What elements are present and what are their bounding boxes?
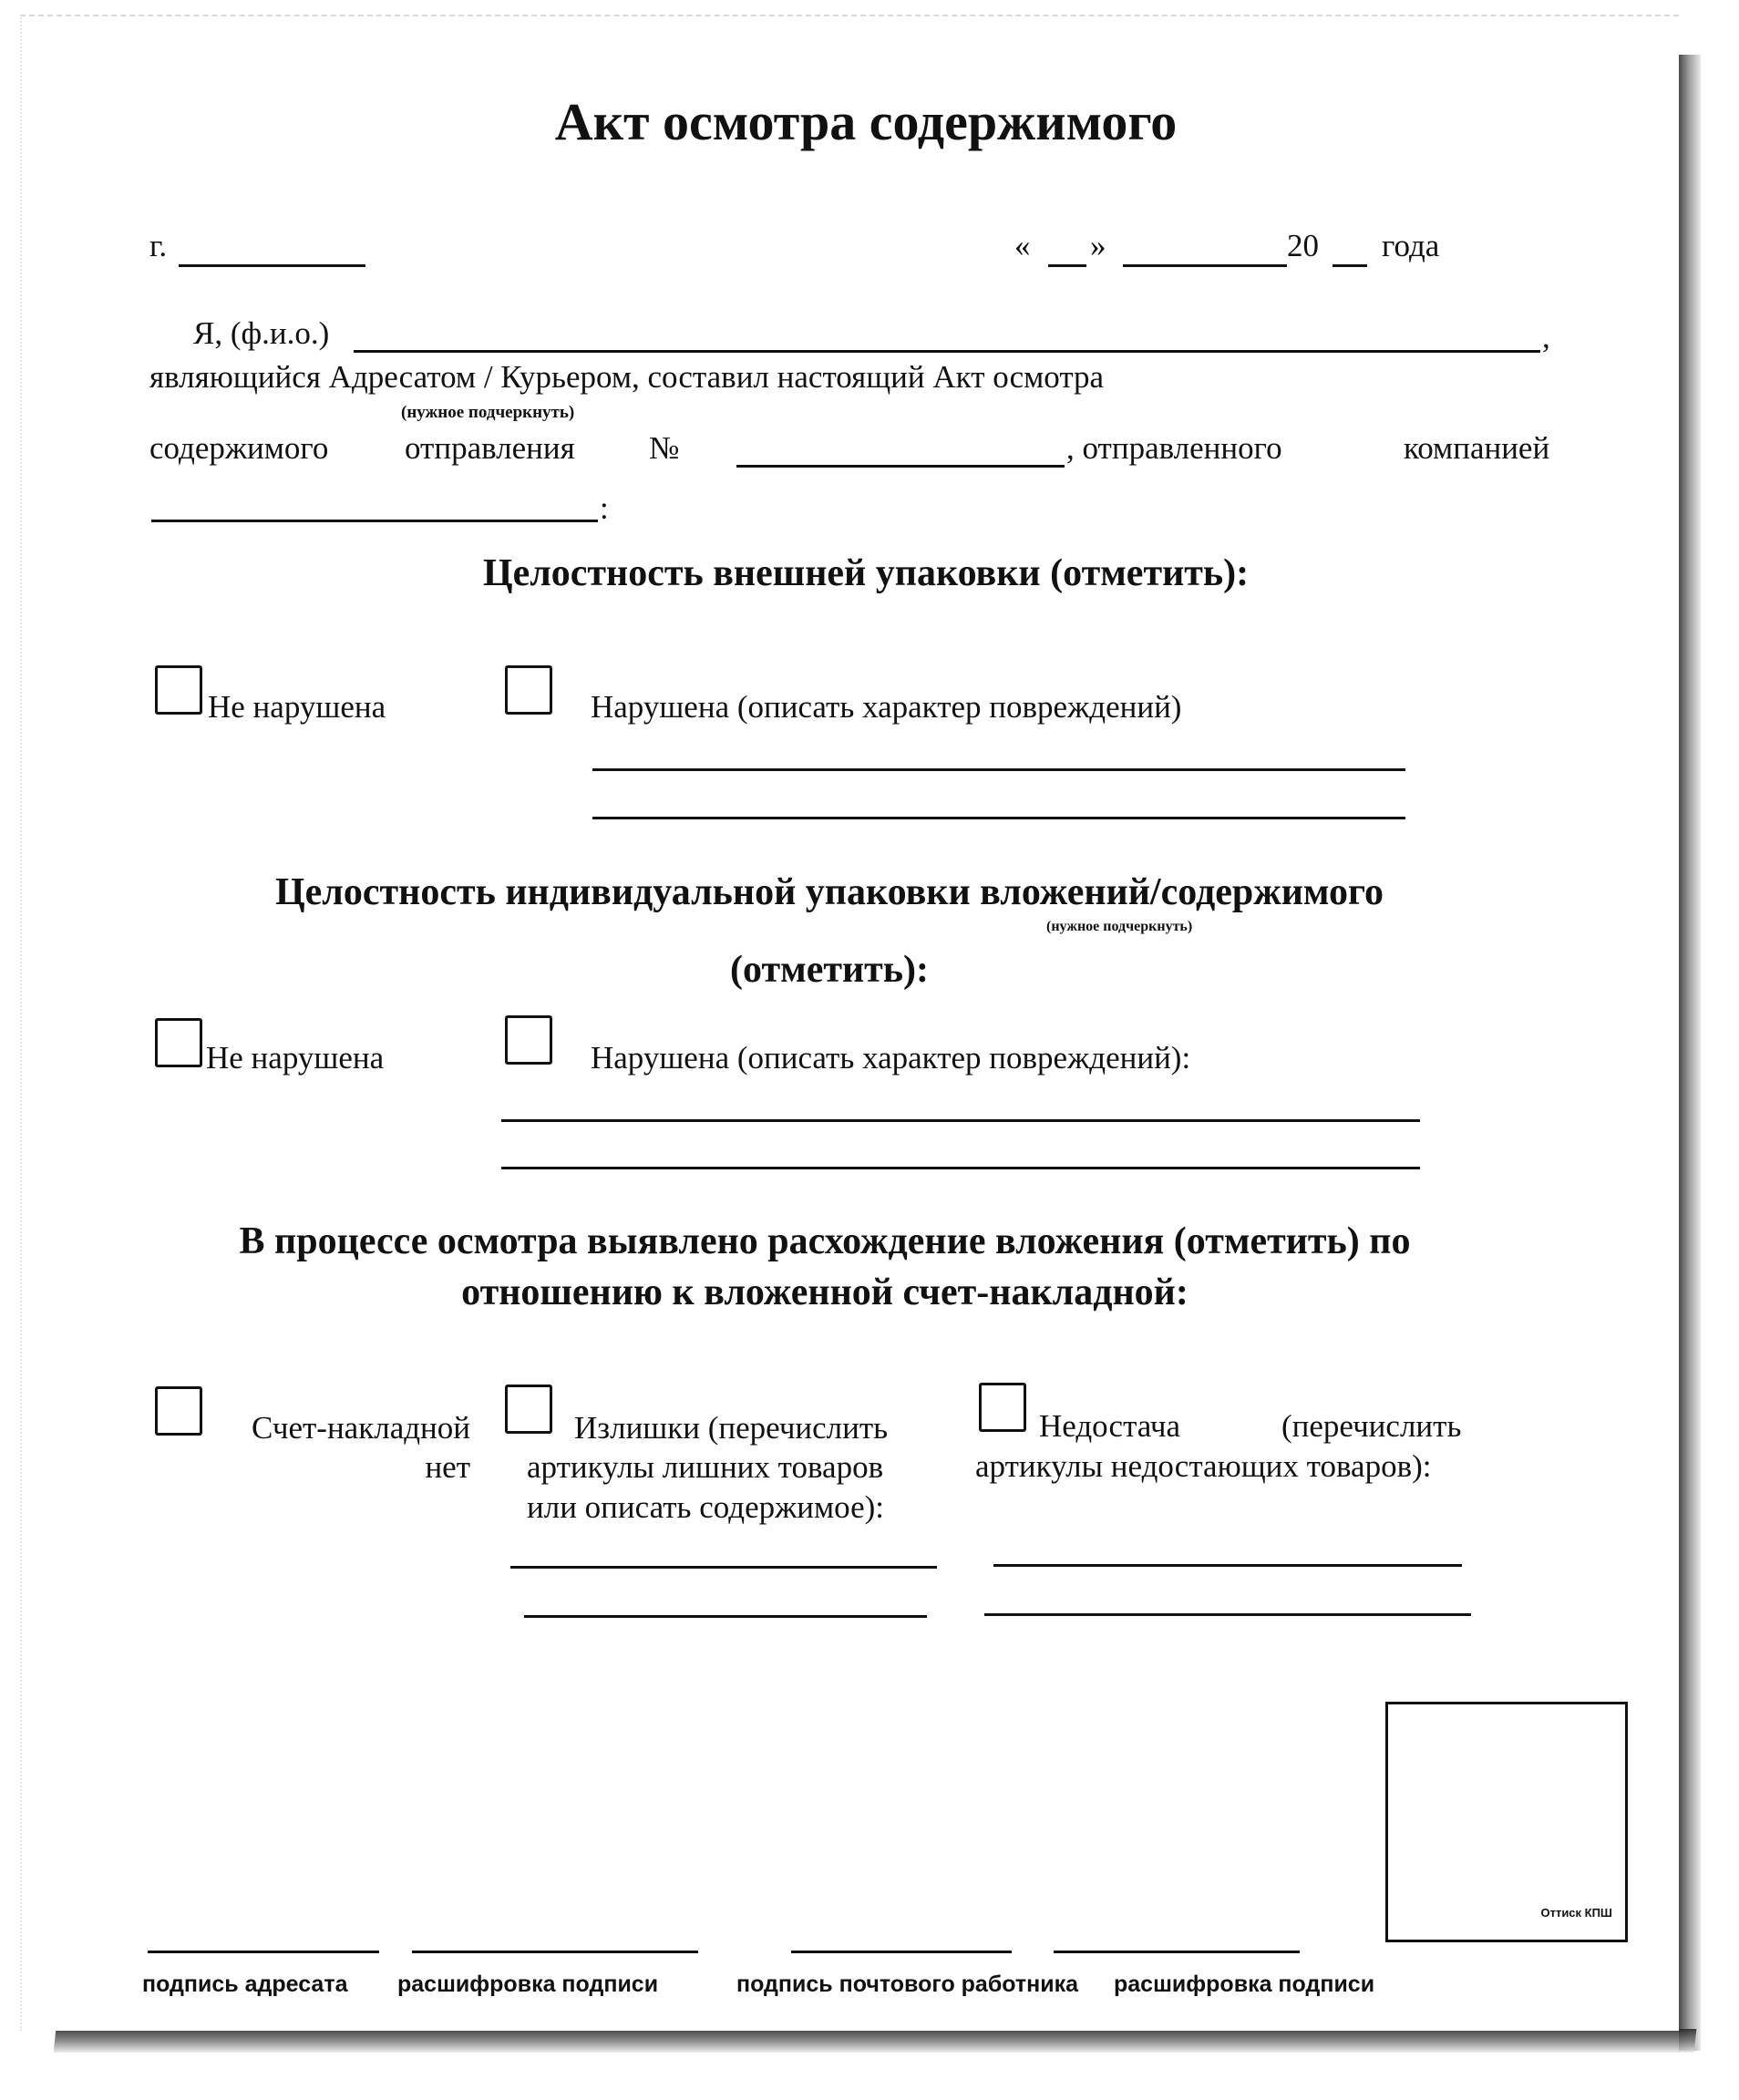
signature-addressee-line[interactable] bbox=[148, 1951, 379, 1953]
section3-surplus-line3: или описать содержимое): bbox=[527, 1489, 885, 1525]
underline-note-2: (нужное подчеркнуть) bbox=[1046, 919, 1193, 934]
section3-heading-1: В процессе осмотра выявлено расхождение вложения (отметить) по bbox=[239, 1220, 1411, 1262]
fio-field[interactable] bbox=[354, 350, 1540, 353]
underline-note-1: (нужное подчеркнуть) bbox=[401, 403, 575, 422]
section3-surplus-line2: артикулы лишних товаров bbox=[527, 1449, 884, 1485]
shipment-word-4: , отправленного bbox=[1066, 430, 1282, 466]
signature-postal-line[interactable] bbox=[791, 1951, 1012, 1953]
section1-ok-label: Не нарушена bbox=[208, 689, 386, 725]
section1-damage-line-1[interactable] bbox=[592, 768, 1405, 771]
section3-surplus-checkbox[interactable] bbox=[505, 1385, 552, 1434]
fio-comma: , bbox=[1542, 319, 1550, 355]
section3-surplus-line-a[interactable] bbox=[510, 1566, 937, 1569]
section3-surplus-line1: Излишки (перечислить bbox=[574, 1410, 889, 1446]
shipment-word-1: содержимого bbox=[149, 430, 329, 466]
month-field[interactable] bbox=[1123, 264, 1287, 267]
stamp-label: Оттиск КПШ bbox=[1540, 1906, 1612, 1920]
section3-heading-2: отношению к вложенной счет-накладной: bbox=[461, 1271, 1188, 1313]
section3-no-invoice-checkbox[interactable] bbox=[155, 1386, 202, 1436]
decode-postal-line[interactable] bbox=[1054, 1951, 1300, 1953]
section2-heading: Целостность индивидуальной упаковки вложений/содержимого bbox=[274, 871, 1384, 913]
year-prefix: 20 bbox=[1287, 228, 1319, 263]
section3-no-invoice-line1: Счет-накладной bbox=[251, 1410, 470, 1446]
document-title: Акт осмотра содержимого bbox=[554, 92, 1178, 151]
day-field[interactable] bbox=[1048, 264, 1086, 267]
company-field[interactable] bbox=[151, 520, 598, 522]
section1-damage-line-2[interactable] bbox=[592, 817, 1405, 819]
section2-damage-line-1[interactable] bbox=[501, 1119, 1420, 1122]
city-field[interactable] bbox=[179, 264, 365, 267]
section2-damaged-checkbox[interactable] bbox=[505, 1015, 552, 1065]
signature-postal-label: подпись почтового работника bbox=[736, 1971, 1079, 1997]
section3-shortage-word1: Недостача bbox=[1039, 1408, 1181, 1444]
stamp-box bbox=[1385, 1702, 1628, 1942]
section3-shortage-line-b[interactable] bbox=[984, 1613, 1471, 1616]
page-shadow-bottom bbox=[54, 2029, 1697, 2053]
page-shadow-right bbox=[1679, 55, 1701, 2051]
shipment-word-5: компанией bbox=[1404, 430, 1550, 466]
section3-surplus-line-b[interactable] bbox=[524, 1615, 927, 1618]
section1-damaged-label: Нарушена (описать характер повреждений) bbox=[591, 689, 1182, 725]
section1-damaged-checkbox[interactable] bbox=[505, 665, 552, 715]
shipment-word-2: отправления bbox=[405, 430, 575, 466]
section3-shortage-word2: (перечислить bbox=[1281, 1408, 1462, 1444]
section3-no-invoice-line2: нет bbox=[425, 1449, 470, 1485]
section2-ok-label: Не нарушена bbox=[206, 1040, 385, 1076]
decode-addressee-line[interactable] bbox=[412, 1951, 698, 1953]
shipment-number-field[interactable] bbox=[736, 465, 1065, 468]
city-label: г. bbox=[149, 228, 168, 263]
section2-ok-checkbox[interactable] bbox=[155, 1018, 202, 1067]
section2-damage-line-2[interactable] bbox=[501, 1167, 1420, 1169]
signature-addressee-label: подпись адресата bbox=[142, 1971, 348, 1997]
section3-shortage-line-a[interactable] bbox=[993, 1564, 1462, 1567]
decode-postal-label: расшифровка подписи bbox=[1114, 1971, 1375, 1997]
date-close-quote: » bbox=[1090, 228, 1106, 263]
number-sign: № bbox=[649, 430, 680, 466]
fio-label: Я, (ф.и.о.) bbox=[193, 315, 330, 351]
company-colon: : bbox=[600, 490, 609, 526]
section2-damaged-label: Нарушена (описать характер повреждений): bbox=[591, 1040, 1191, 1076]
section2-heading-2: (отметить): bbox=[730, 949, 929, 991]
section3-shortage-line2: артикулы недостающих товаров): bbox=[975, 1448, 1432, 1484]
section1-heading: Целостность внешней упаковки (отметить): bbox=[482, 552, 1250, 594]
decode-addressee-label: расшифровка подписи bbox=[397, 1971, 659, 1997]
section3-shortage-checkbox[interactable] bbox=[979, 1383, 1026, 1432]
section1-ok-checkbox[interactable] bbox=[155, 665, 202, 715]
date-open-quote: « bbox=[1014, 228, 1031, 263]
year-field[interactable] bbox=[1333, 264, 1367, 267]
year-suffix: года bbox=[1382, 228, 1440, 263]
role-line: являющийся Адресатом / Курьером, составил настоящий Акт осмотра bbox=[149, 359, 1105, 395]
